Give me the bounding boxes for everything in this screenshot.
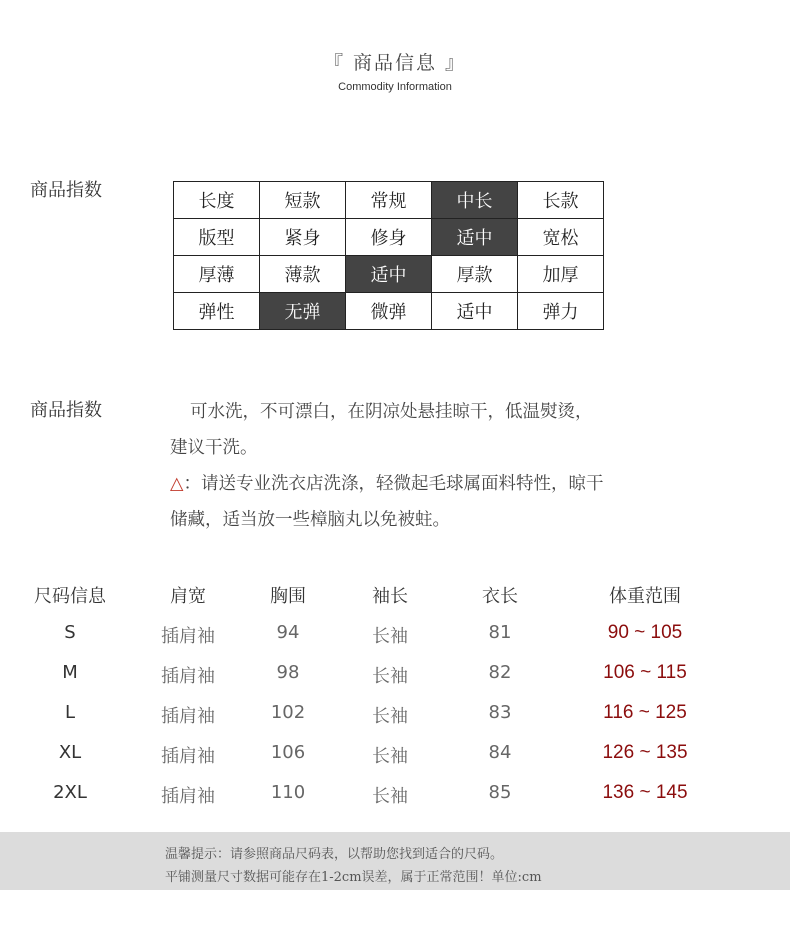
info-header bbox=[0, 48, 790, 93]
page-subtitle: Commodity Information bbox=[338, 81, 452, 93]
sleeve-value: 长袖 bbox=[372, 706, 408, 727]
index-option: 适中 bbox=[432, 293, 518, 330]
shoulder-value: 插肩袖 bbox=[161, 786, 215, 807]
care-line-3: ：请送专业洗衣店洗涤，轻微起毛球属面料特性，晾干 bbox=[183, 474, 604, 494]
size-table-header bbox=[0, 582, 790, 612]
chest-value: 94 bbox=[276, 622, 300, 643]
sleeve-value: 长袖 bbox=[372, 626, 408, 647]
index-option: 宽松 bbox=[518, 219, 604, 256]
index-attribute-label: 厚薄 bbox=[174, 256, 260, 293]
weight-range: 126 ~ 135 bbox=[602, 742, 688, 763]
care-line-4: 储藏，适当放一些樟脑丸以免被蛀。 bbox=[170, 510, 450, 530]
index-option: 短款 bbox=[260, 182, 346, 219]
weight-range: 90 ~ 105 bbox=[607, 622, 683, 643]
care-instructions bbox=[170, 394, 690, 538]
size-row bbox=[0, 622, 790, 652]
header-chest: 胸围 bbox=[270, 586, 306, 607]
index-row bbox=[174, 293, 604, 330]
footer-notice bbox=[0, 832, 790, 890]
shoulder-value: 插肩袖 bbox=[161, 626, 215, 647]
header-sleeve: 袖长 bbox=[372, 586, 408, 607]
chest-value: 110 bbox=[270, 782, 306, 803]
index-row bbox=[174, 219, 604, 256]
product-index-grid bbox=[173, 181, 604, 330]
header-weight: 体重范围 bbox=[609, 586, 681, 607]
header-shoulder: 肩宽 bbox=[170, 586, 206, 607]
header-length: 衣长 bbox=[482, 586, 518, 607]
index-option-selected: 适中 bbox=[346, 256, 432, 293]
weight-range: 136 ~ 145 bbox=[602, 782, 688, 803]
size-label: M bbox=[62, 662, 78, 683]
index-row bbox=[174, 182, 604, 219]
index-option: 修身 bbox=[346, 219, 432, 256]
shoulder-value: 插肩袖 bbox=[161, 666, 215, 687]
length-value: 82 bbox=[488, 662, 512, 683]
index-row bbox=[174, 256, 604, 293]
index-option-selected: 适中 bbox=[432, 219, 518, 256]
length-value: 85 bbox=[488, 782, 512, 803]
size-row bbox=[0, 702, 790, 732]
index-option: 长款 bbox=[518, 182, 604, 219]
sleeve-value: 长袖 bbox=[372, 786, 408, 807]
header-size: 尺码信息 bbox=[34, 586, 106, 607]
index-option: 常规 bbox=[346, 182, 432, 219]
footer-line-1: 温馨提示：请参照商品尺码表，以帮助您找到适合的尺码。 bbox=[165, 847, 504, 862]
index-option: 弹力 bbox=[518, 293, 604, 330]
warning-triangle-icon: △ bbox=[170, 474, 184, 494]
weight-range: 116 ~ 125 bbox=[603, 702, 687, 723]
index-attribute-label: 版型 bbox=[174, 219, 260, 256]
index-option: 加厚 bbox=[518, 256, 604, 293]
size-label: L bbox=[64, 702, 76, 723]
index-attribute-label: 长度 bbox=[174, 182, 260, 219]
size-row bbox=[0, 662, 790, 692]
chest-value: 98 bbox=[276, 662, 300, 683]
size-row bbox=[0, 782, 790, 812]
shoulder-value: 插肩袖 bbox=[161, 746, 215, 767]
footer-line-2: 平铺测量尺寸数据可能存在1-2cm误差，属于正常范围！单位:cm bbox=[165, 870, 542, 885]
length-value: 81 bbox=[488, 622, 512, 643]
chest-value: 106 bbox=[270, 742, 306, 763]
index-option-selected: 无弹 bbox=[260, 293, 346, 330]
care-line-2: 建议干洗。 bbox=[170, 438, 258, 458]
page-title: 『 商品信息 』 bbox=[323, 52, 467, 74]
index-section-label: 商品指数 bbox=[30, 180, 102, 201]
index-attribute-label: 弹性 bbox=[174, 293, 260, 330]
index-option: 厚款 bbox=[432, 256, 518, 293]
care-line-1: 可水洗，不可漂白，在阴凉处悬挂晾干，低温熨烫， bbox=[190, 402, 593, 422]
index-option-selected: 中长 bbox=[432, 182, 518, 219]
care-warning bbox=[170, 466, 690, 502]
size-label: XL bbox=[58, 742, 82, 763]
index-option: 微弹 bbox=[346, 293, 432, 330]
care-section-label: 商品指数 bbox=[30, 400, 102, 421]
length-value: 83 bbox=[488, 702, 512, 723]
sleeve-value: 长袖 bbox=[372, 666, 408, 687]
length-value: 84 bbox=[488, 742, 512, 763]
size-label: 2XL bbox=[53, 782, 87, 803]
index-option: 紧身 bbox=[260, 219, 346, 256]
size-row bbox=[0, 742, 790, 772]
index-option: 薄款 bbox=[260, 256, 346, 293]
chest-value: 102 bbox=[270, 702, 306, 723]
sleeve-value: 长袖 bbox=[372, 746, 408, 767]
size-label: S bbox=[64, 622, 76, 643]
shoulder-value: 插肩袖 bbox=[161, 706, 215, 727]
weight-range: 106 ~ 115 bbox=[603, 662, 687, 683]
